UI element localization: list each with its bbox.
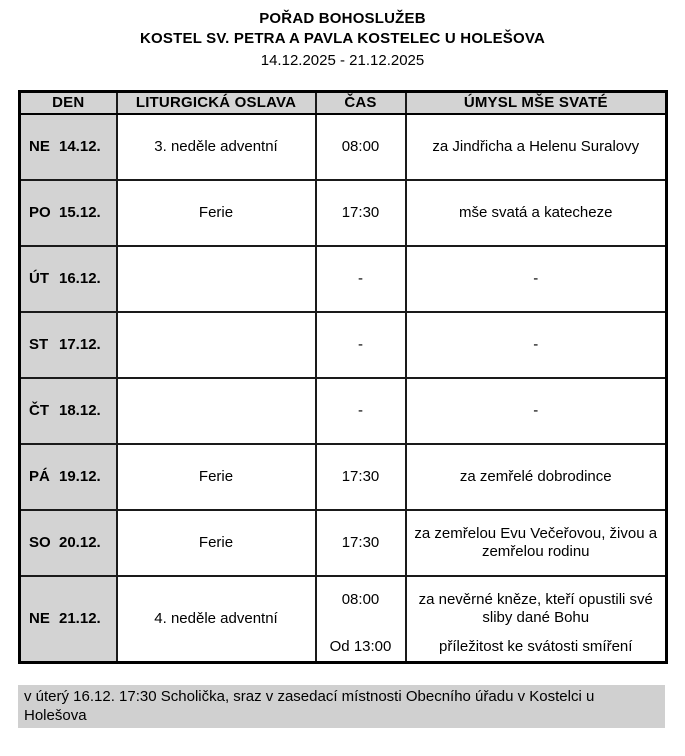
day-cell	[20, 510, 117, 576]
page-subtitle: KOSTEL SV. PETRA A PAVLA KOSTELEC U HOLEŠOVA	[140, 30, 545, 47]
intention-cell	[406, 576, 667, 663]
time-cell: -	[316, 246, 406, 312]
day-date: 16.12.	[59, 270, 101, 287]
time-cell: 17:30	[316, 510, 406, 576]
table-row	[20, 510, 667, 576]
time-cell: -	[316, 378, 406, 444]
table-row	[20, 444, 667, 510]
day-abbr: ST	[29, 336, 49, 353]
celebration-cell	[117, 312, 316, 378]
celebration-cell: Ferie	[117, 510, 316, 576]
time-cell: 17:30	[316, 180, 406, 246]
table-row	[20, 378, 667, 444]
footer-note: v úterý 16.12. 17:30 Scholička, sraz v zasedací místnosti Obecního úřadu v Kostelci u Holešova	[18, 685, 665, 728]
day-abbr: ČT	[29, 402, 49, 419]
intention-cell: -	[406, 312, 667, 378]
day-date: 14.12.	[59, 138, 101, 155]
column-header-time: ČAS	[316, 92, 406, 114]
column-header-day: DEN	[20, 92, 117, 114]
day-abbr: NE	[29, 138, 50, 155]
table-row	[20, 576, 667, 663]
day-date: 15.12.	[59, 204, 101, 221]
time-second: Od 13:00	[329, 637, 392, 655]
day-abbr: PO	[29, 204, 51, 221]
day-cell	[20, 246, 117, 312]
intention-second: příležitost ke svátosti smíření	[439, 637, 633, 655]
intention-cell: za Jindřicha a Helenu Suralovy	[406, 114, 667, 180]
intention-cell: -	[406, 246, 667, 312]
time-cell: -	[316, 312, 406, 378]
day-abbr: SO	[29, 534, 51, 551]
intention-cell: mše svatá a katecheze	[406, 180, 667, 246]
day-date: 17.12.	[59, 336, 101, 353]
day-cell	[20, 576, 117, 663]
intention-cell: za zemřelé dobrodince	[406, 444, 667, 510]
celebration-cell: Ferie	[117, 180, 316, 246]
intention-cell: za zemřelou Evu Večeřovou, živou a zemřelou rodinu	[406, 510, 667, 576]
celebration-cell	[117, 246, 316, 312]
day-cell	[20, 444, 117, 510]
column-header-intention: ÚMYSL MŠE SVATÉ	[406, 92, 667, 114]
intention-stack	[410, 577, 663, 661]
date-range: 14.12.2025 - 21.12.2025	[260, 52, 425, 69]
intention-first: za nevěrné kněze, kteří opustili své sliby dané Bohu	[418, 590, 653, 626]
day-cell	[20, 180, 117, 246]
page-title: POŘAD BOHOSLUŽEB	[259, 10, 426, 27]
celebration-cell: 4. neděle adventní	[117, 576, 316, 663]
time-cell: 17:30	[316, 444, 406, 510]
time-stack	[317, 577, 405, 661]
day-date: 20.12.	[59, 534, 101, 551]
time-cell	[316, 576, 406, 663]
table-header-row	[20, 92, 667, 114]
day-abbr: NE	[29, 610, 50, 627]
celebration-cell: Ferie	[117, 444, 316, 510]
day-date: 19.12.	[59, 468, 101, 485]
celebration-cell: 3. neděle adventní	[117, 114, 316, 180]
day-abbr: PÁ	[29, 468, 50, 485]
intention-cell: -	[406, 378, 667, 444]
day-cell	[20, 114, 117, 180]
table-row	[20, 114, 667, 180]
time-first: 08:00	[341, 590, 380, 608]
table-row	[20, 312, 667, 378]
day-date: 18.12.	[59, 402, 101, 419]
day-cell	[20, 312, 117, 378]
schedule-table	[18, 90, 668, 664]
column-header-celebration: LITURGICKÁ OSLAVA	[117, 92, 316, 114]
day-cell	[20, 378, 117, 444]
table-row	[20, 180, 667, 246]
table-row	[20, 246, 667, 312]
day-date: 21.12.	[59, 610, 101, 627]
day-abbr: ÚT	[29, 270, 49, 287]
time-cell: 08:00	[316, 114, 406, 180]
document-header	[0, 0, 685, 71]
celebration-cell	[117, 378, 316, 444]
